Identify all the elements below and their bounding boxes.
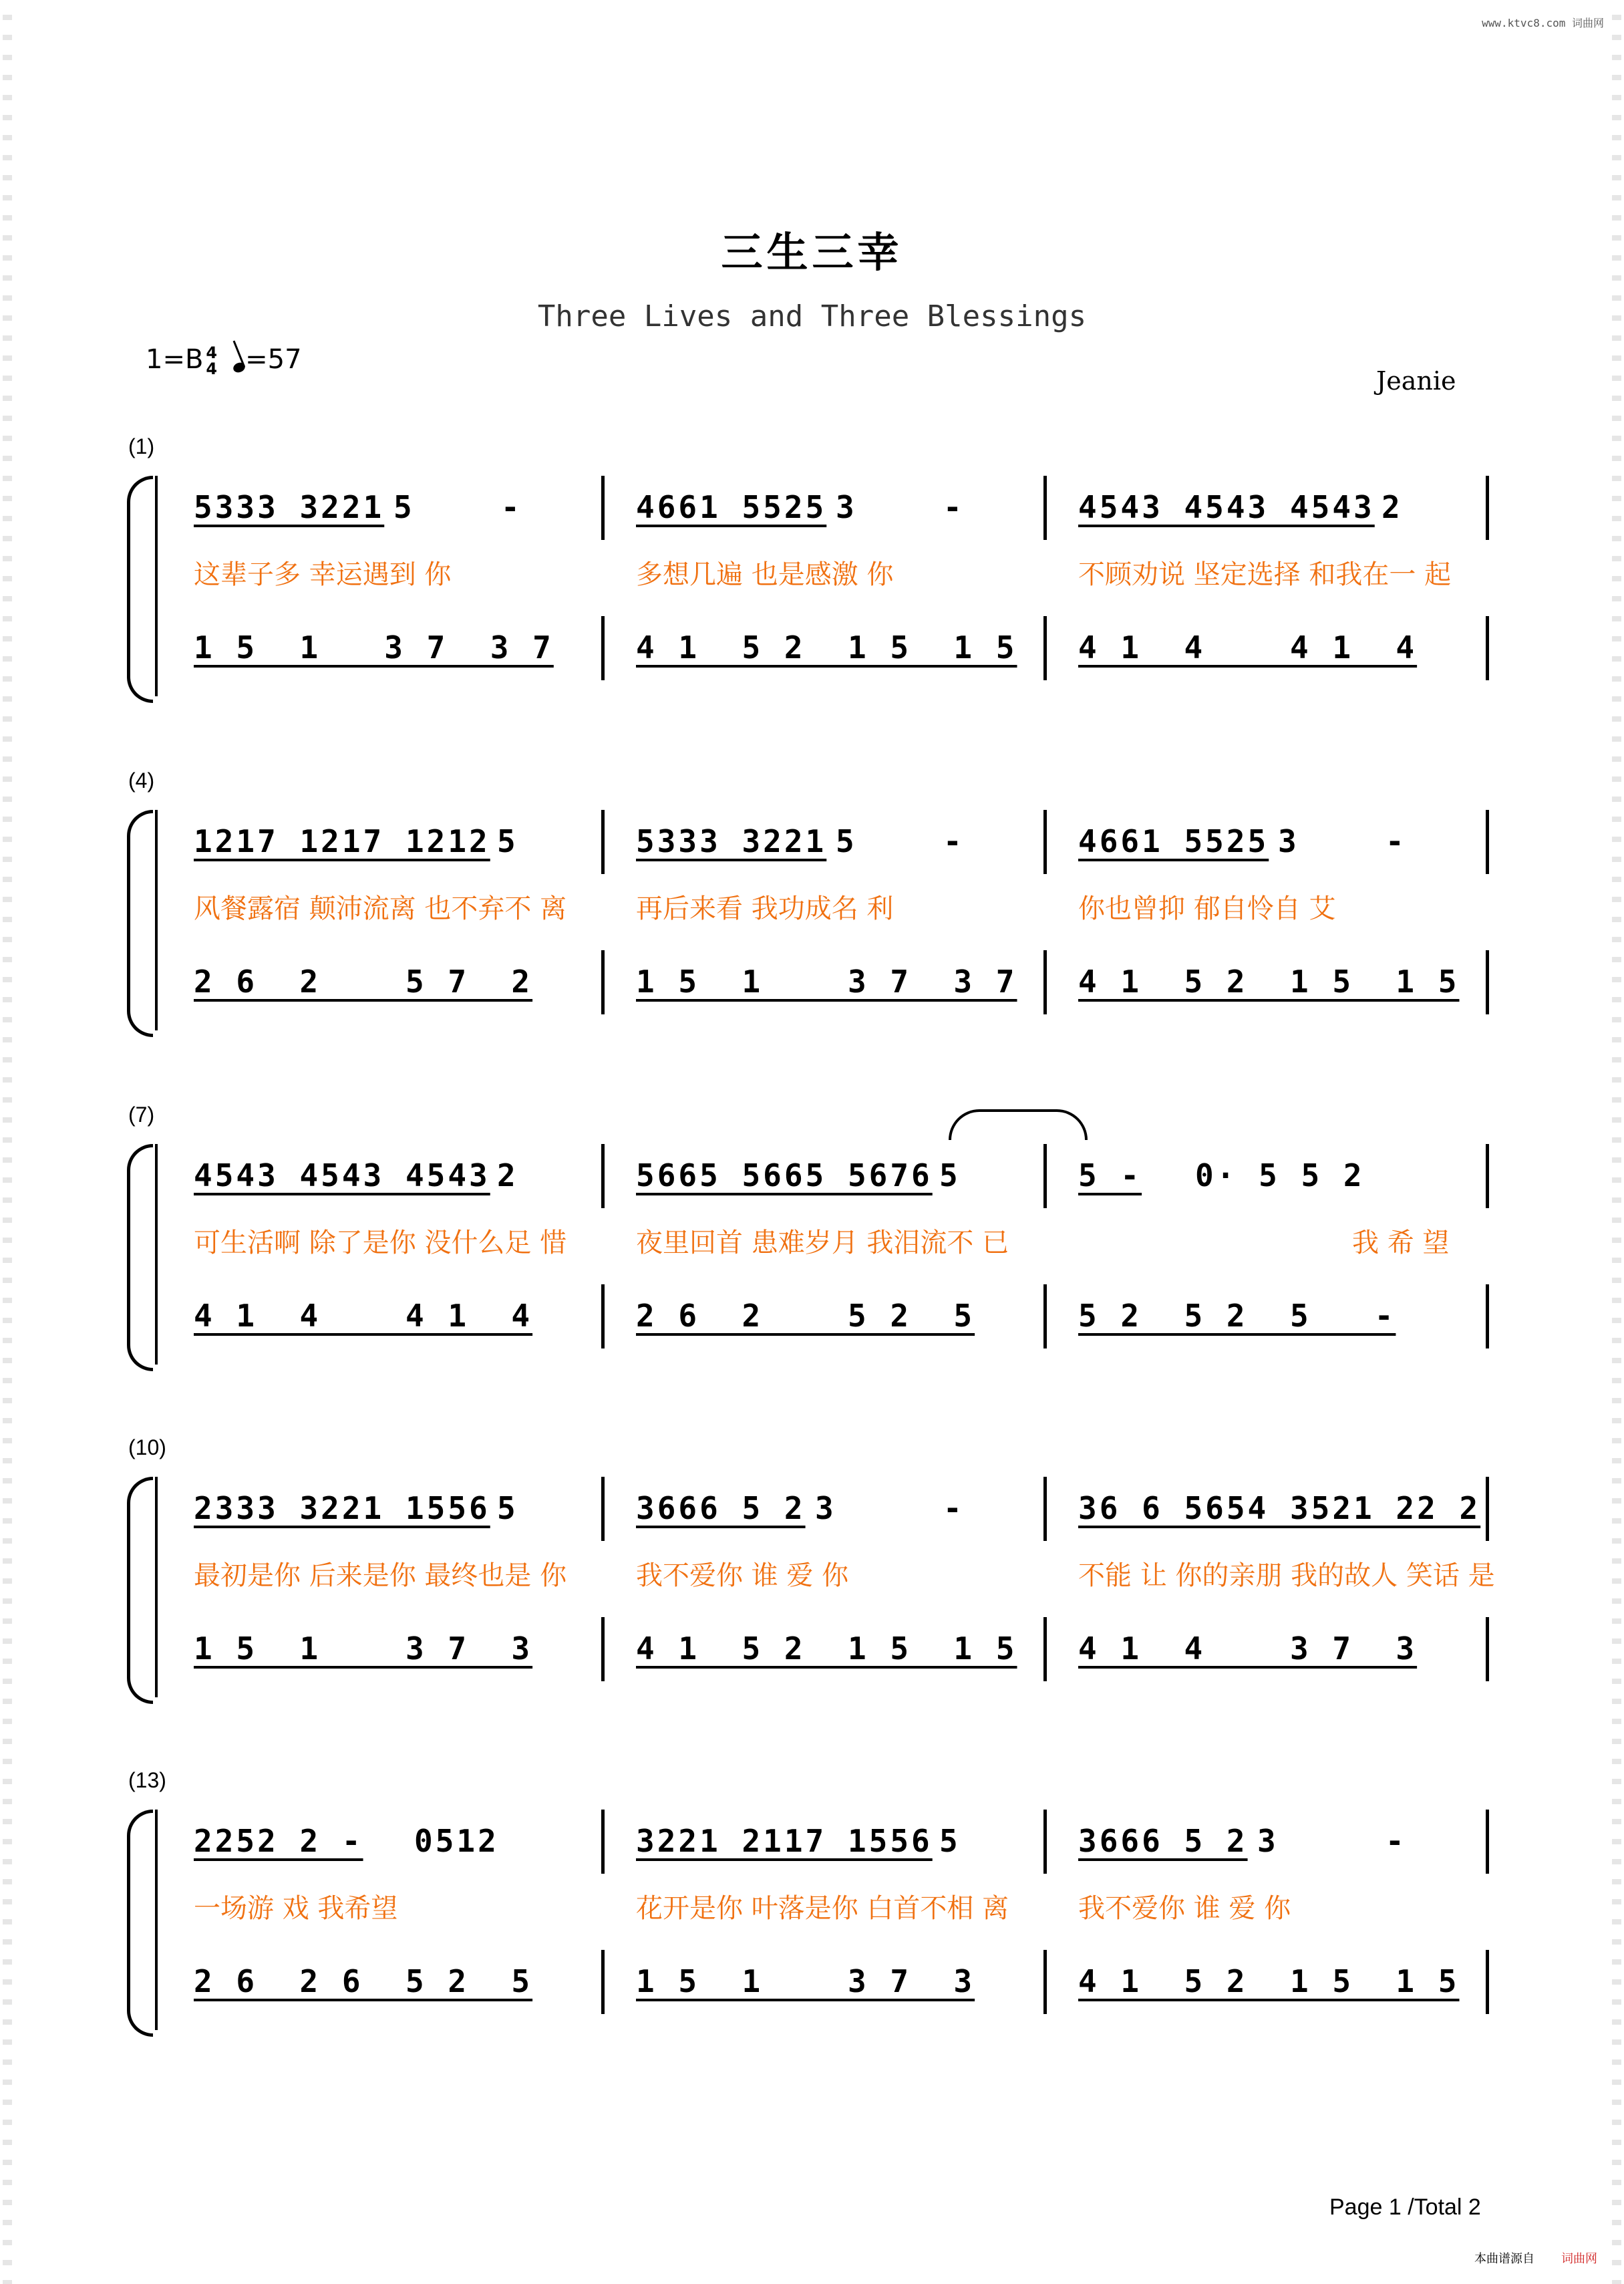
lyric-line: 不顾劝说 坚定选择 和我在一 起 xyxy=(1078,559,1452,590)
melody-notes: 3221 2117 1556 xyxy=(636,1823,933,1859)
bass-notes: 1 5 1 3 7 3 xyxy=(636,1963,975,1999)
lyric-line: 风餐露宿 颠沛流离 也不弃不 离 xyxy=(194,893,567,924)
melody-notes: 36 6 5654 3521 22 2 xyxy=(1078,1490,1481,1526)
melody-notes: 3666 5 2 xyxy=(1078,1823,1248,1859)
bar-line xyxy=(601,476,605,540)
lyric-line: 这辈子多 幸运遇到 你 xyxy=(194,559,452,590)
lyric-line: 多想几遍 也是感激 你 xyxy=(636,559,894,590)
brand-right: 词曲网 xyxy=(1561,2252,1597,2266)
melody-note: 5 xyxy=(939,1823,961,1859)
melody-note: 2 xyxy=(1382,489,1403,525)
melody-note: 5 xyxy=(836,823,857,859)
brace-icon xyxy=(127,810,153,1037)
bass-notes: 2 6 2 6 5 2 5 xyxy=(194,1963,533,1999)
key-prefix: 1=B xyxy=(146,344,204,375)
melody-note: 5 xyxy=(497,1490,518,1526)
bar-line xyxy=(1043,1617,1047,1681)
bass-notes: 1 5 1 3 7 3 7 xyxy=(636,964,1017,1000)
melody-notes: 2333 3221 1556 xyxy=(194,1490,490,1526)
system-line xyxy=(155,1810,158,2030)
measure-number: (13) xyxy=(128,1768,166,1792)
staff-system xyxy=(120,768,1490,1069)
bar-line xyxy=(1043,1810,1047,1874)
lyric-line: 我不爱你 谁 爱 你 xyxy=(1078,1893,1291,1924)
quarter-note-icon xyxy=(232,361,247,374)
bass-notes: 1 5 1 3 7 3 7 xyxy=(194,629,554,666)
bar-line xyxy=(1486,810,1489,874)
melody-notes: 5333 3221 xyxy=(636,823,827,859)
melody-notes: 4543 4543 4543 xyxy=(1078,489,1375,525)
melody-notes: 4661 5525 xyxy=(1078,823,1269,859)
bar-line xyxy=(601,616,605,680)
lyric-line: 再后来看 我功成名 利 xyxy=(636,893,894,924)
melody-note: 5 xyxy=(939,1157,961,1193)
bass-notes: 2 6 2 5 2 5 xyxy=(636,1298,975,1334)
composer: Jeanie xyxy=(1376,366,1456,396)
bar-line xyxy=(1486,1617,1489,1681)
melody-notes: 2252 2 - xyxy=(194,1823,363,1859)
bar-line xyxy=(1043,1477,1047,1541)
measure-number: (7) xyxy=(128,1103,155,1127)
bar-line xyxy=(1486,1950,1489,2014)
lyric-line: 你也曾抑 郁自怜自 艾 xyxy=(1078,893,1336,924)
page-indicator: Page 1 /Total 2 xyxy=(1329,2194,1481,2220)
melody-note: 3 xyxy=(815,1490,836,1526)
measure-number: (4) xyxy=(128,768,155,793)
bass-notes: 5 2 5 2 5 - xyxy=(1078,1298,1396,1334)
song-title: 三生三幸 xyxy=(721,228,903,277)
melody-note: 3 xyxy=(1278,823,1299,859)
melody-dash: - xyxy=(943,1490,965,1526)
melody-dash: - xyxy=(1386,1823,1407,1859)
lyric-line: 一场游 戏 我希望 xyxy=(194,1893,398,1924)
bar-line xyxy=(1043,1950,1047,2014)
bar-line xyxy=(1486,950,1489,1014)
bass-notes: 4 1 5 2 1 5 1 5 xyxy=(636,629,1017,666)
time-den: 4 xyxy=(206,360,218,378)
brace-icon xyxy=(127,1810,153,2037)
lyric-line: 可生活啊 除了是你 没什么足 惜 xyxy=(194,1228,567,1258)
bass-notes: 2 6 2 5 7 2 xyxy=(194,964,533,1000)
bass-notes: 4 1 5 2 1 5 1 5 xyxy=(1078,1963,1460,1999)
staff-system xyxy=(120,1435,1495,1736)
bar-line xyxy=(1043,950,1047,1014)
bar-line xyxy=(1043,616,1047,680)
lyric-line: 夜里回首 患难岁月 我泪流不 已 xyxy=(636,1228,1009,1258)
bar-line xyxy=(601,1950,605,2014)
melody-notes: 5665 5665 5676 xyxy=(636,1157,933,1193)
bar-line xyxy=(1486,1477,1489,1541)
melody-dash: - xyxy=(1386,823,1407,859)
bar-line xyxy=(601,1284,605,1348)
lyric-line: 我 希 望 xyxy=(1352,1228,1450,1258)
lyric-line: 花开是你 叶落是你 白首不相 离 xyxy=(636,1893,1009,1924)
bar-line xyxy=(1043,476,1047,540)
left-edge-pattern xyxy=(3,0,12,2284)
bass-notes: 4 1 4 4 1 4 xyxy=(1078,629,1418,666)
bar-line xyxy=(1486,616,1489,680)
bass-notes: 4 1 4 3 7 3 xyxy=(1078,1630,1418,1667)
bass-notes: 4 1 5 2 1 5 1 5 xyxy=(636,1630,1017,1667)
lyric-line: 最初是你 后来是你 最终也是 你 xyxy=(194,1560,567,1591)
bar-line xyxy=(1043,1284,1047,1348)
tie-icon xyxy=(949,1109,1088,1140)
system-line xyxy=(155,1477,158,1697)
melody-dash: - xyxy=(943,489,965,525)
song-subtitle: Three Lives and Three Blessings xyxy=(537,299,1087,333)
time-signature xyxy=(206,345,217,377)
lyric-line: 不能 让 你的亲朋 我的故人 笑话 是 xyxy=(1078,1560,1495,1591)
melody-notes: 5 - xyxy=(1078,1157,1142,1193)
staff-system xyxy=(120,1768,1490,2069)
bar-line xyxy=(601,1617,605,1681)
melody-notes: 3666 5 2 xyxy=(636,1490,806,1526)
measure-number: (10) xyxy=(128,1435,166,1459)
melody-notes: 4661 5525 xyxy=(636,489,827,525)
bar-line xyxy=(601,810,605,874)
bar-line xyxy=(1043,1144,1047,1208)
bar-line xyxy=(1486,1144,1489,1208)
right-edge-pattern xyxy=(1612,0,1621,2284)
bass-notes: 4 1 4 4 1 4 xyxy=(194,1298,533,1334)
bar-line xyxy=(601,1144,605,1208)
bar-line xyxy=(601,950,605,1014)
brand-left: 本曲谱源自 xyxy=(1474,2252,1534,2266)
lyric-line: 我不爱你 谁 爱 你 xyxy=(636,1560,849,1591)
staff-system xyxy=(120,434,1490,735)
measure-number: (1) xyxy=(128,434,155,458)
melody-notes: 1217 1217 1212 xyxy=(194,823,490,859)
key-signature xyxy=(146,344,302,377)
brace-icon xyxy=(127,1477,153,1704)
melody-notes: 5333 3221 xyxy=(194,489,385,525)
melody-dash: - xyxy=(943,823,965,859)
system-line xyxy=(155,476,158,696)
bar-line xyxy=(1043,810,1047,874)
brace-icon xyxy=(127,476,153,703)
bar-line xyxy=(601,1477,605,1541)
tempo: =57 xyxy=(245,344,302,375)
melody-note: 0512 xyxy=(414,1823,499,1859)
brand-footer xyxy=(1474,2249,1597,2267)
system-line xyxy=(155,810,158,1030)
melody-note: 2 xyxy=(497,1157,518,1193)
bar-line xyxy=(1486,476,1489,540)
site-url: www.ktvc8.com 词曲网 xyxy=(1482,17,1604,29)
melody-note: 3 xyxy=(836,489,857,525)
bar-line xyxy=(601,1810,605,1874)
bar-line xyxy=(1486,1810,1489,1874)
staff-system xyxy=(120,1103,1490,1403)
melody-note: 0· 5 5 2 xyxy=(1195,1157,1365,1193)
melody-dash: - xyxy=(501,489,522,525)
bass-notes: 4 1 5 2 1 5 1 5 xyxy=(1078,964,1460,1000)
melody-note: 5 xyxy=(497,823,518,859)
time-num: 4 xyxy=(206,343,218,362)
melody-note: 3 xyxy=(1257,1823,1279,1859)
melody-note: 5 xyxy=(393,489,415,525)
brace-icon xyxy=(127,1144,153,1371)
bass-notes: 1 5 1 3 7 3 xyxy=(194,1630,533,1667)
bar-line xyxy=(1486,1284,1489,1348)
melody-notes: 4543 4543 4543 xyxy=(194,1157,490,1193)
system-line xyxy=(155,1144,158,1365)
